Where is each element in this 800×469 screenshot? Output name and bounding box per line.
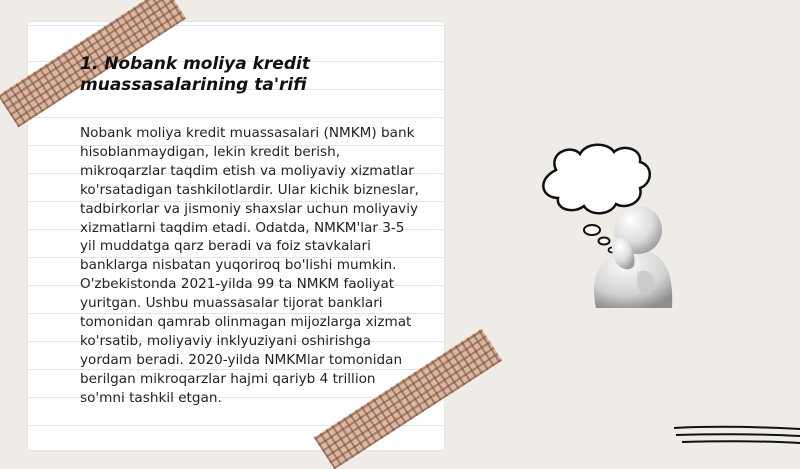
- decorative-lines: [672, 422, 800, 446]
- slide-title: 1. Nobank moliya kredit muassasalarining ta'rifi: [80, 54, 310, 95]
- slide-body-text: Nobank moliya kredit muassasalari (NMKM) bank hisoblanmaydigan, lekin kredit berish, mikroqarzlar taqdim etish va moliyaviy xizmatlar ko'rsatadigan tashkilotlardir. Ular kichik bizneslar, tadbirkorlar va jismoniy shaxslar uchun moliyaviy xizmatlarni taqdim etadi. Odatda, NMKM'lar 3-5 yil muddatga qarz beradi va foiz stavkalari banklarga nisbatan yuqoriroq bo'lishi mumkin. O'zbekistonda 2021-yilda 99 ta NMKM faoliyat yuritgan. Ushbu muassasalar tijorat banklari tomonidan qamrab olinmagan mijozlarga xizmat ko'rsatib, moliyaviy inklyuziyani oshirishga yordam beradi. 2020-yilda NMKMlar tomonidan berilgan mikroqarzlar hajmi qariyb 4 trillion so'mni tashkil etgan.: [80, 125, 419, 406]
- thinking-person-icon: [526, 140, 676, 310]
